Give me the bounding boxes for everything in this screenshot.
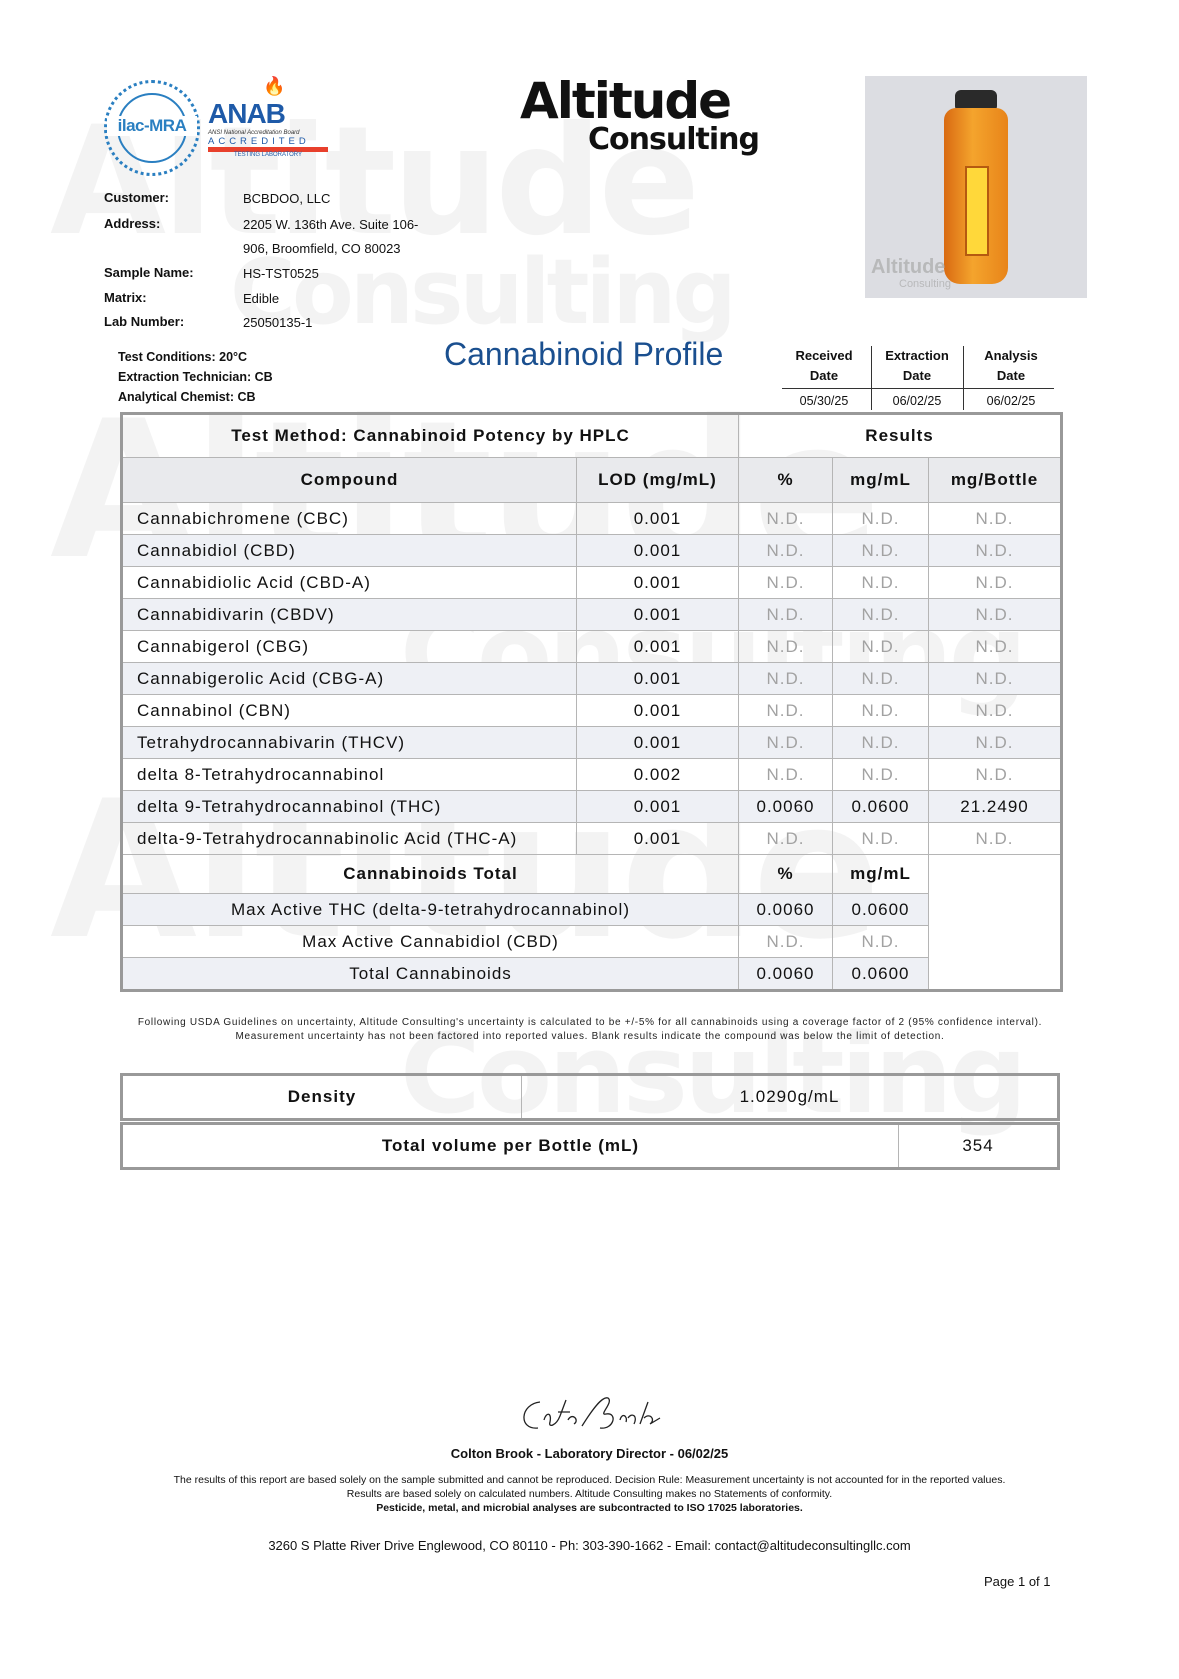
address-label: Address:	[104, 216, 161, 231]
percent-value: N.D.	[739, 535, 833, 567]
percent-value: N.D.	[739, 695, 833, 727]
percent-value: N.D.	[739, 823, 833, 855]
analytical-chemist: Analytical Chemist: CB	[118, 390, 256, 404]
totals-header-row	[122, 855, 1062, 894]
extraction-date-header: Extraction Date	[885, 348, 949, 383]
compound-name: Cannabigerol (CBG)	[122, 631, 577, 663]
totals-mgml: N.D.	[833, 926, 929, 958]
received-date-header: Received Date	[795, 348, 853, 383]
cannabinoids-total-label: Cannabinoids Total	[122, 855, 739, 894]
address-line1: 2205 W. 136th Ave. Suite 106-	[243, 217, 419, 232]
mg-bottle-value: N.D.	[929, 567, 1062, 599]
anab-subtitle: ANSI National Accreditation Board	[208, 130, 300, 136]
test-conditions: Test Conditions: 20°C	[118, 350, 248, 364]
lod-value: 0.001	[577, 663, 739, 695]
brand-logo-main: Altitude	[520, 72, 731, 130]
table-row	[122, 535, 1062, 567]
disclaimer-line3: Pesticide, metal, and microbial analyses are subcontracted to ISO 17025 laboratories.	[376, 1502, 803, 1514]
lod-value: 0.001	[577, 567, 739, 599]
disclaimer-line1: The results of this report are based solely on the sample submitted and cannot be reproduced. Decision Rule: Measurement uncertainty is not accounted for in the reported values.	[173, 1474, 1006, 1486]
compound-name: delta-9-Tetrahydrocannabinolic Acid (THC-A)	[122, 823, 577, 855]
compound-name: Cannabidiol (CBD)	[122, 535, 577, 567]
column-header-row	[122, 458, 1062, 503]
anab-logo	[208, 76, 328, 158]
mgml-value: N.D.	[833, 631, 929, 663]
mg-bottle-value: N.D.	[929, 599, 1062, 631]
extraction-date-value: 06/02/25	[892, 394, 942, 408]
lab-number-label: Lab Number:	[104, 314, 185, 329]
mg-bottle-value: N.D.	[929, 503, 1062, 535]
table-title-row	[122, 414, 1062, 458]
disclaimer-line2: Results are based solely on calculated numbers. Altitude Consulting makes no Statements of conformity.	[346, 1488, 833, 1500]
compound-name: delta 9-Tetrahydrocannabinol (THC)	[122, 791, 577, 823]
results-header: Results	[739, 414, 1062, 458]
table-row	[122, 823, 1062, 855]
mgml-value: N.D.	[833, 567, 929, 599]
customer-value: BCBDOO, LLC	[243, 191, 331, 206]
compound-name: Tetrahydrocannabivarin (THCV)	[122, 727, 577, 759]
mg-bottle-value: N.D.	[929, 631, 1062, 663]
sample-name-value: HS-TST0525	[243, 266, 319, 281]
lod-value: 0.001	[577, 727, 739, 759]
mg-bottle-header: mg/Bottle	[929, 458, 1062, 503]
totals-row	[122, 958, 1062, 991]
percent-value: N.D.	[739, 503, 833, 535]
density-value: 1.0290g/mL	[739, 1087, 840, 1106]
totals-percent: 0.0060	[739, 958, 833, 991]
lod-value: 0.001	[577, 791, 739, 823]
compound-name: Cannabichromene (CBC)	[122, 503, 577, 535]
totals-row	[122, 894, 1062, 926]
mg-bottle-value: N.D.	[929, 663, 1062, 695]
lod-value: 0.002	[577, 759, 739, 791]
percent-value: N.D.	[739, 727, 833, 759]
mgml-value: N.D.	[833, 823, 929, 855]
mg-bottle-value: N.D.	[929, 727, 1062, 759]
ilac-logo-text: ilac-MRA	[107, 116, 197, 136]
density-box	[120, 1073, 1060, 1121]
percent-value: N.D.	[739, 631, 833, 663]
compound-name: Cannabigerolic Acid (CBG-A)	[122, 663, 577, 695]
compound-name: delta 8-Tetrahydrocannabinol	[122, 759, 577, 791]
received-date-value: 05/30/25	[799, 394, 849, 408]
totals-row	[122, 926, 1062, 958]
table-row	[122, 695, 1062, 727]
compound-header: Compound	[122, 458, 577, 503]
anab-title: ANAB	[208, 98, 285, 129]
analysis-date-value: 06/02/25	[986, 394, 1036, 408]
test-method: Test Method: Cannabinoid Potency by HPLC	[122, 414, 739, 458]
mgml-value: N.D.	[833, 535, 929, 567]
percent-value: N.D.	[739, 663, 833, 695]
totals-percent: N.D.	[739, 926, 833, 958]
mgml-value: N.D.	[833, 727, 929, 759]
table-row	[122, 631, 1062, 663]
volume-box	[120, 1122, 1060, 1170]
lod-value: 0.001	[577, 823, 739, 855]
matrix-label: Matrix:	[104, 290, 147, 305]
ilac-mra-logo	[104, 80, 200, 176]
lod-value: 0.001	[577, 599, 739, 631]
mgml-value: N.D.	[833, 599, 929, 631]
mgml-value: N.D.	[833, 663, 929, 695]
totals-percent-header: %	[739, 855, 833, 894]
matrix-value: Edible	[243, 291, 280, 306]
volume-label: Total volume per Bottle (mL)	[381, 1136, 640, 1155]
mg-bottle-value: N.D.	[929, 535, 1062, 567]
address-line2: 906, Broomfield, CO 80023	[243, 241, 401, 256]
mg-bottle-value: N.D.	[929, 823, 1062, 855]
cannabinoid-results-table	[120, 412, 1063, 992]
totals-label: Total Cannabinoids	[122, 958, 739, 991]
density-label: Density	[287, 1087, 357, 1106]
torch-icon: 🔥	[263, 76, 286, 96]
percent-value: N.D.	[739, 599, 833, 631]
uncertainty-footnote: Following USDA Guidelines on uncertainty, Altitude Consulting's uncertainty is calculated to be +/-5% for all cannabinoids using a coverage factor of 2 (95% confidence interval). Measurement uncertainty has not been factored into reported values. Blank results indicate the compound was below the limit of detection.	[137, 1017, 1043, 1042]
mgml-value: 0.0600	[833, 791, 929, 823]
anab-lab-type: TESTING LABORATORY	[233, 152, 302, 158]
volume-value: 354	[962, 1136, 994, 1155]
extraction-technician: Extraction Technician: CB	[118, 370, 273, 384]
table-row	[122, 503, 1062, 535]
signatory-name: Colton Brook - Laboratory Director - 06/02/25	[450, 1446, 729, 1461]
mgml-value: N.D.	[833, 695, 929, 727]
analysis-date-header: Analysis Date	[984, 348, 1038, 383]
mg-bottle-value: 21.2490	[929, 791, 1062, 823]
lod-value: 0.001	[577, 503, 739, 535]
sample-name-label: Sample Name:	[104, 265, 194, 280]
totals-label: Max Active Cannabidiol (CBD)	[122, 926, 739, 958]
totals-mgml-header: mg/mL	[833, 855, 929, 894]
page-number: Page 1 of 1	[984, 1574, 1051, 1589]
mg-bottle-value: N.D.	[929, 695, 1062, 727]
report-title: Cannabinoid Profile	[444, 336, 724, 372]
mgml-value: N.D.	[833, 759, 929, 791]
lab-address-footer: 3260 S Platte River Drive Englewood, CO 80110 - Ph: 303-390-1662 - Email: contact@altitudeconsultingllc.com	[268, 1538, 911, 1553]
product-photo: Altitude Consulting	[865, 76, 1087, 298]
compound-name: Cannabidivarin (CBDV)	[122, 599, 577, 631]
compound-name: Cannabidiolic Acid (CBD-A)	[122, 567, 577, 599]
totals-percent: 0.0060	[739, 894, 833, 926]
totals-mgml: 0.0600	[833, 894, 929, 926]
anab-accredited: ACCREDITED	[208, 136, 310, 147]
lod-value: 0.001	[577, 695, 739, 727]
brand-logo-sub: Consulting	[588, 122, 759, 157]
table-row	[122, 791, 1062, 823]
table-row	[122, 727, 1062, 759]
mg-bottle-value: N.D.	[929, 759, 1062, 791]
table-row	[122, 599, 1062, 631]
percent-value: N.D.	[739, 567, 833, 599]
customer-label: Customer:	[104, 190, 170, 205]
percent-value: 0.0060	[739, 791, 833, 823]
mgml-header: mg/mL	[833, 458, 929, 503]
totals-mgml: 0.0600	[833, 958, 929, 991]
lod-value: 0.001	[577, 631, 739, 663]
totals-label: Max Active THC (delta-9-tetrahydrocannabinol)	[122, 894, 739, 926]
lab-number-value: 25050135-1	[243, 315, 313, 330]
table-row	[122, 759, 1062, 791]
table-row	[122, 567, 1062, 599]
compound-name: Cannabinol (CBN)	[122, 695, 577, 727]
mgml-value: N.D.	[833, 503, 929, 535]
lod-value: 0.001	[577, 535, 739, 567]
percent-value: N.D.	[739, 759, 833, 791]
percent-header: %	[739, 458, 833, 503]
table-row	[122, 663, 1062, 695]
lod-header: LOD (mg/mL)	[577, 458, 739, 503]
director-signature	[510, 1390, 670, 1440]
